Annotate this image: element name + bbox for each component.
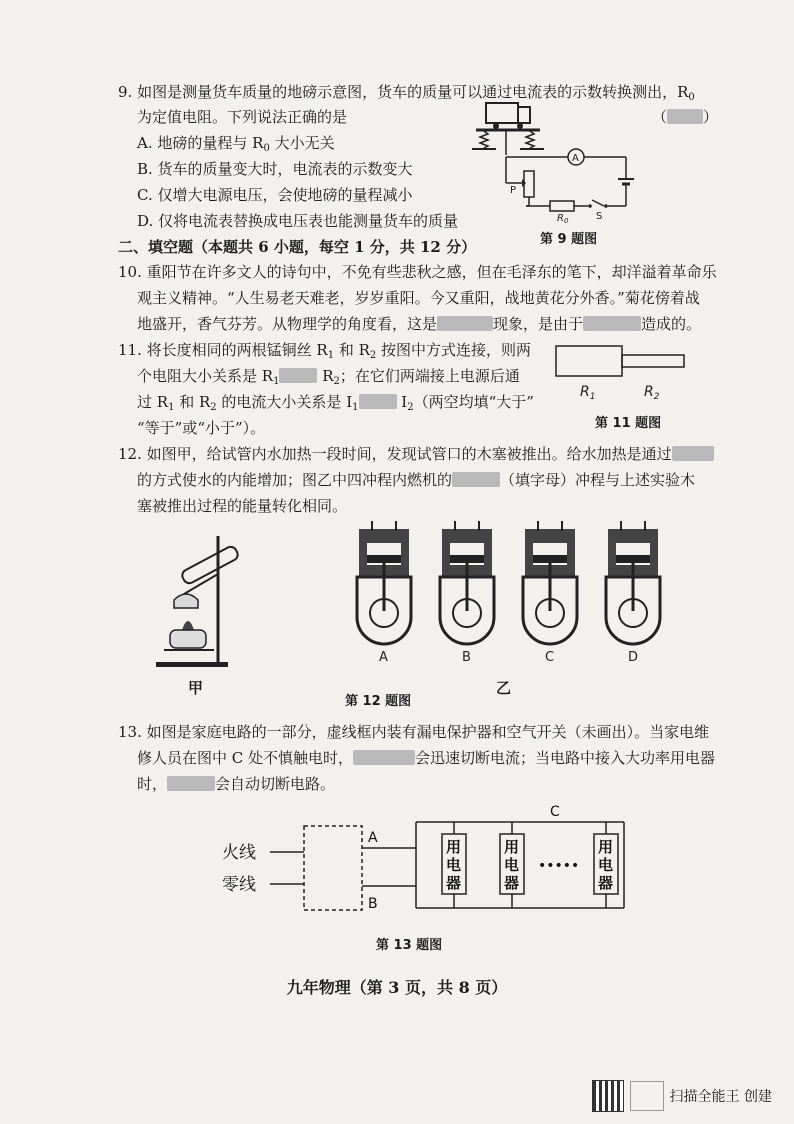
appliance-2 [500,822,524,908]
q11-wires-diagram [552,340,692,402]
label-yi: 乙 [496,679,512,697]
scanner-logo-icon [630,1081,664,1111]
engine-label-a: A [379,650,388,665]
neutral-wire-label: 零线 [222,875,256,895]
svg-text:用: 用 [598,838,614,856]
q11-line2: 个电阻大小关系是 $R_1$ $R_2$；在它们两端接上电源后通 [137,367,520,387]
q9-stem-line1: 9. 如图是测量货车质量的地磅示意图，货车的质量可以通过电流表的示数转换测出，$R_0$ [118,83,695,103]
q9-weighbridge-diagram [468,95,668,225]
engine-c [523,521,577,644]
q12-line1: 12. 如图甲，给试管内水加热一段时间，发现试管口的木塞被推出。给水加热是通过 [118,444,714,464]
q12-engine-strokes [345,515,690,665]
q12-figure-caption: 第 12 题图 [345,694,412,709]
ammeter-label: A [572,153,579,164]
q12-blank-1[interactable] [672,446,714,461]
live-wire-label: 火线 [222,843,256,863]
q12-test-tube-apparatus [148,528,258,673]
q9-answer-paren[interactable]: （ ） [652,108,719,126]
switch-label: S [596,211,603,222]
q13-blank-2[interactable] [167,776,215,791]
q12-line2: 的方式使水的内能增加；图乙中四冲程内燃机的 （填字母）冲程与上述实验木 [137,471,696,489]
label-jia: 甲 [188,679,204,697]
q11-line4: “等于”或“小于”）。 [137,419,266,437]
svg-text:器: 器 [504,874,520,892]
q9-stem-line2: 为定值电阻。下列说法正确的是 [137,108,348,126]
engine-label-b: B [462,650,471,665]
svg-text:用: 用 [446,838,462,856]
appliance-3 [594,822,618,908]
svg-text:器: 器 [598,874,614,892]
svg-text:器: 器 [446,874,462,892]
q13-line2: 修人员在图中 C 处不慎触电时， 会迅速切断电流；当电路中接入大功率用电器 [137,749,716,767]
q9-option-d: D. 仅将电流表替换成电压表也能测量货车的质量 [137,212,459,230]
engine-b [440,521,494,644]
engine-label-c: C [545,650,555,665]
q11-figure-caption: 第 11 题图 [595,416,662,431]
q9-option-c: C. 仅增大电源电压，会使地磅的量程减小 [137,186,413,204]
q10-line3: 地盛开，香气芬芳。从物理学的角度看，这是 现象，是由于 造成的。 [137,315,702,333]
q13-blank-1[interactable] [353,750,415,765]
svg-text:电: 电 [598,856,614,874]
q13-line3: 时， 会自动切断电路。 [137,775,336,793]
scanner-watermark [592,1080,772,1112]
q11-blank-1[interactable] [279,368,317,383]
r2-label: $R_2$ [644,384,660,402]
node-a-label: A [368,830,378,846]
node-b-label: B [368,896,378,912]
q12-blank-2[interactable] [452,472,500,487]
q13-figure-caption: 第 13 题图 [376,938,443,953]
q10-line1: 10. 重阳节在许多文人的诗句中，不免有些悲秋之感，但在毛泽东的笔下，却洋溢着革命乐 [118,263,717,281]
r0-label: $R_0$ [557,213,569,225]
q10-blank-1[interactable] [437,316,493,331]
section2-title: 二、填空题（本题共 6 小题，每空 1 分，共 12 分） [118,238,477,256]
q11-line1: 11. 将长度相同的两根锰铜丝 $R_1$ 和 $R_2$ 按图中方式连接，则两 [118,341,532,361]
q9-option-b: B. 货车的质量变大时，电流表的示数变大 [137,160,413,178]
engine-d [606,521,660,644]
q11-line3: 过 $R_1$ 和 $R_2$ 的电流大小关系是 $I_1$ $I_2$（两空均填“大于” [137,393,534,413]
q13-line1: 13. 如图是家庭电路的一部分，虚线框内装有漏电保护器和空气开关（未画出）。当家电维 [118,723,710,741]
q10-line2: 观主义精神。“人生易老天难老，岁岁重阳。今又重阳，战地黄花分外香。”菊花傍着战 [137,289,700,307]
svg-text:电: 电 [504,856,520,874]
node-c-label: C [550,804,560,820]
slider-label: P [510,185,517,196]
watermark-text: 扫描全能王 创建 [669,1089,772,1105]
r1-label: $R_1$ [580,384,596,402]
engine-label-d: D [628,650,639,665]
ellipsis-dots: ••••• [538,858,580,874]
q12-line3: 塞被推出过程的能量转化相同。 [137,497,348,515]
q13-household-circuit [212,798,652,922]
q10-blank-2[interactable] [583,316,641,331]
svg-text:用: 用 [504,838,520,856]
q11-blank-2[interactable] [359,394,397,409]
appliance-1 [442,822,466,908]
engine-a [357,521,411,644]
q9-option-a: A. 地磅的量程与 $R_0$ 大小无关 [137,134,335,154]
page-footer: 九年物理（第 3 页，共 8 页） [286,978,508,997]
svg-text:电: 电 [446,856,462,874]
qr-code-icon [592,1080,624,1112]
protector-box [304,826,362,910]
q9-figure-caption: 第 9 题图 [540,232,598,247]
